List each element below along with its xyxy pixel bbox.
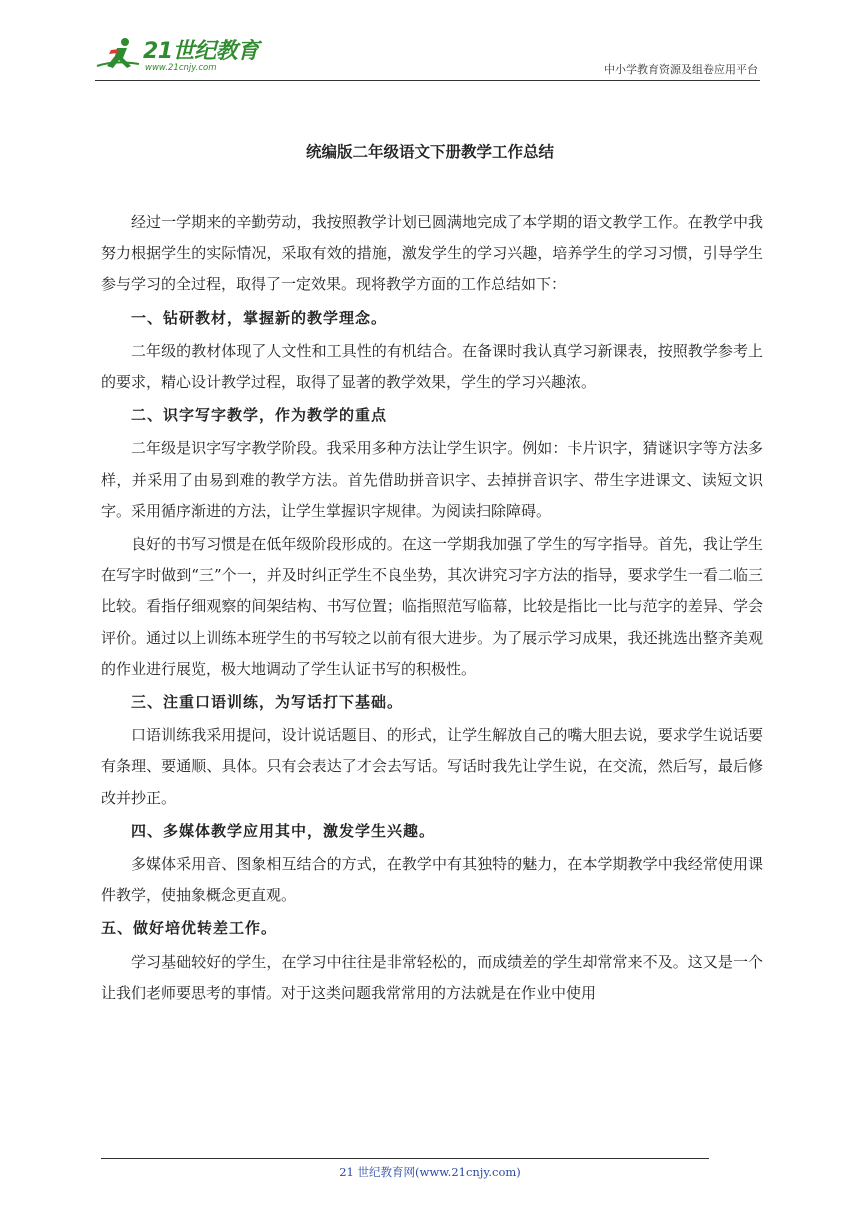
section-heading: 三、注重口语训练，为写话打下基础。: [131, 693, 404, 712]
logo-text: 21世纪教育: [143, 39, 259, 64]
section-heading: 五、做好培优转差工作。: [101, 919, 278, 938]
body-paragraph: 二年级是识字写字教学阶段。我采用多种方法让学生识字。例如：卡片识字，猜谜识字等方法多样，并采用了由易到难的教学方法。首先借助拼音识字、去掉拼音识字、带生字进课文、读短文识字。采用循序渐进的方法，让学生掌握识字规律。为阅读扫除障碍。: [101, 439, 763, 520]
platform-label: 中小学教育资源及组卷应用平台: [604, 63, 758, 76]
body-paragraph: 二年级的教材体现了人文性和工具性的有机结合。在备课时我认真学习新课表，按照教学参考上的要求，精心设计教学过程，取得了显著的教学效果，学生的学习兴趣浓。: [101, 341, 763, 392]
section-heading: 四、多媒体教学应用其中，激发学生兴趣。: [131, 821, 436, 840]
body-paragraph: 多媒体采用音、图象相互结合的方式，在教学中有其独特的魅力，在本学期教学中我经常使用课件教学，使抽象概念更直观。: [101, 855, 763, 905]
page-footer[interactable]: 21 世纪教育网(www.21cnjy.com): [339, 1165, 521, 1179]
document-title: 统编版二年级语文下册教学工作总结: [305, 143, 554, 161]
section-heading: 二、识字写字教学，作为教学的重点: [131, 406, 388, 425]
runner-logo-icon: [95, 36, 143, 72]
intro-paragraph: 经过一学期来的辛勤劳动，我按照教学计划已圆满地完成了本学期的语文教学工作。在教学中我努力根据学生的实际情况，采取有效的措施，激发学生的学习兴趣，培养学生的学习习惯，引导学生参与学习的全过程，取得了一定效果。现将教学方面的工作总结如下：: [101, 213, 763, 294]
body-paragraph: 口语训练我采用提问，设计说话题目、的形式，让学生解放自己的嘴大胆去说，要求学生说话要有条理、要通顺、具体。只有会表达了才会去写话。写话时我先让学生说，在交流，然后写，最后修改并抄正。: [101, 726, 763, 807]
body-paragraph: 良好的书写习惯是在低年级阶段形成的。在这一学期我加强了学生的写字指导。首先，我让学生在写字时做到“三”个一，并及时纠正学生不良坐势，其次讲究习字方法的指导，要求学生一看二临三比较。看指仔细观察的间架结构、书写位置；临指照范写临幕，比较是指比一比与范字的差异、学会评价。通过以上训练本班学生的书写较之以前有很大进步。为了展示学习成果，我还挑选出整齐美观的作业进行展览，极大地调动了学生认证书写的积极性。: [101, 535, 763, 678]
section-heading: 一、钻研教材，掌握新的教学理念。: [131, 308, 388, 327]
body-paragraph: 学习基础较好的学生，在学习中往往是非常轻松的，而成绩差的学生却常常来不及。这又是一个让我们老师要思考的事情。对于这类问题我常常用的方法就是在作业中使用: [101, 952, 763, 1002]
footer-divider: [101, 1158, 709, 1159]
site-logo[interactable]: [95, 32, 265, 76]
document-body: [101, 207, 763, 1009]
page-header: [95, 32, 760, 81]
logo-url: www.21cnjy.com: [145, 63, 217, 73]
